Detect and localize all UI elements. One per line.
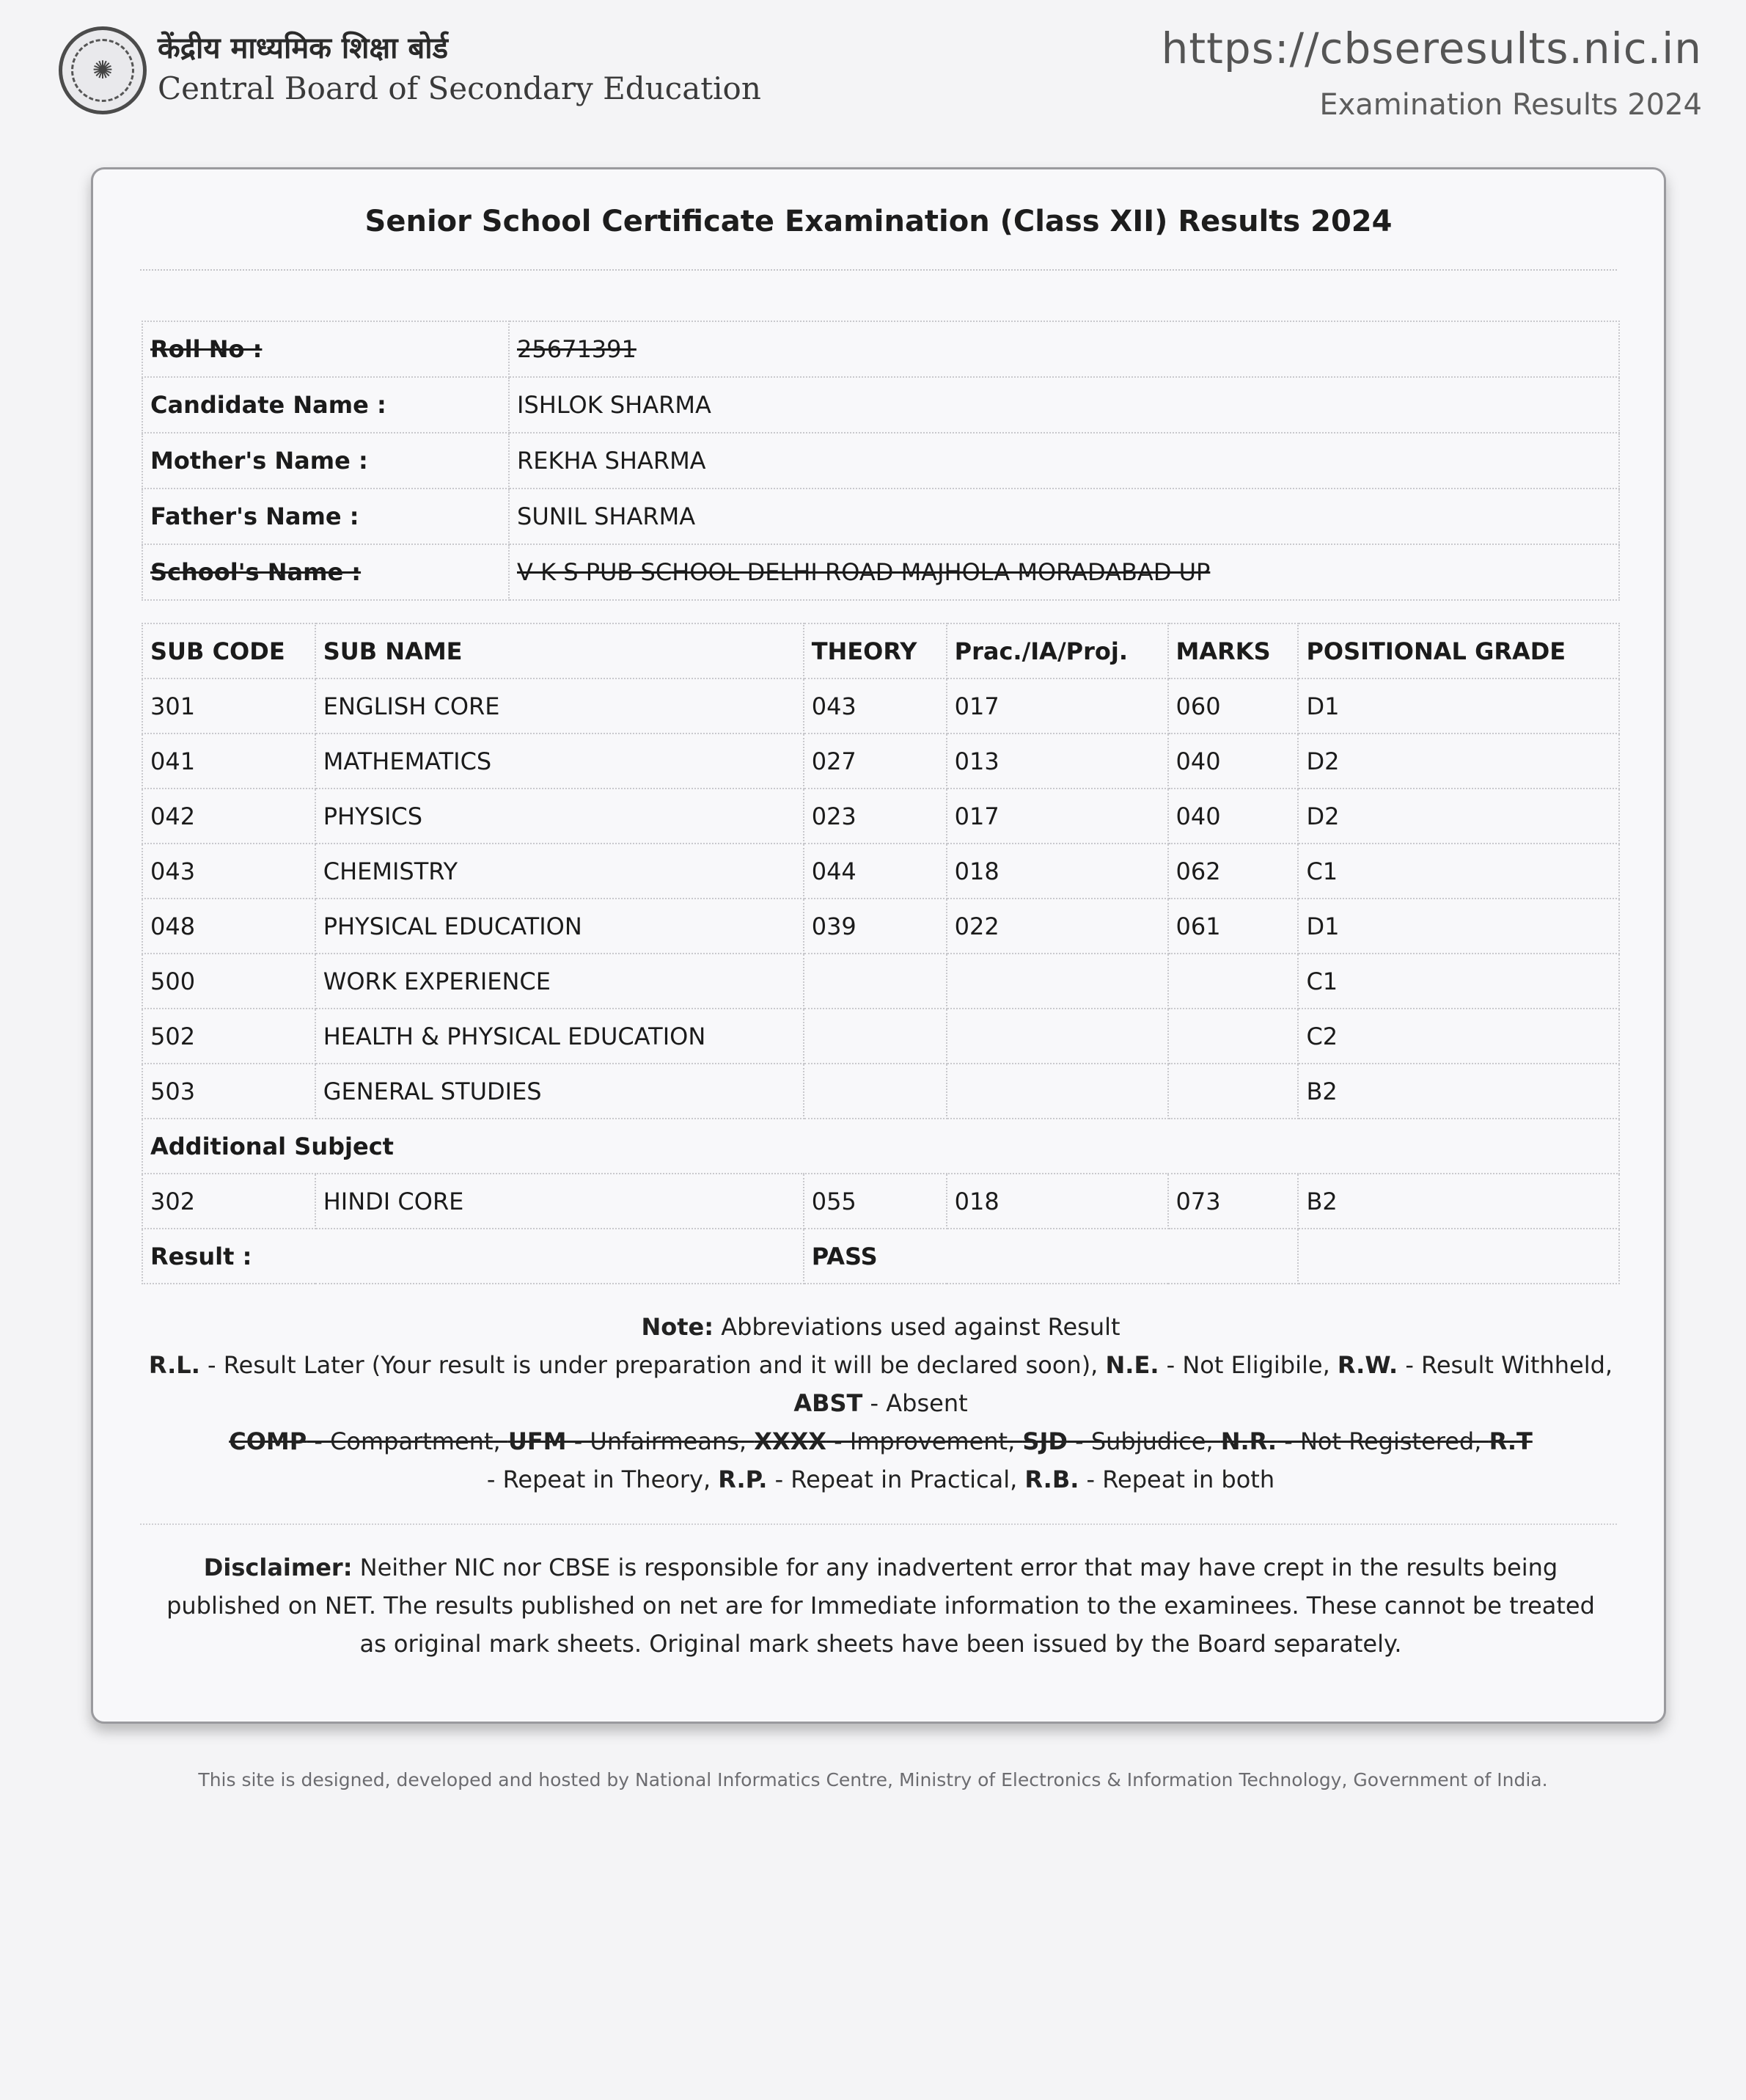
abbr-nr: N.R. [1220,1427,1277,1455]
theory-marks: 027 [804,733,947,789]
note-title: Note: [641,1313,714,1341]
total-marks: 073 [1168,1174,1299,1229]
sub-name: MATHEMATICS [315,733,804,789]
additional-subject-label: Additional Subject [142,1119,1619,1174]
org-name-hindi: केंद्रीय माध्यमिक शिक्षा बोर्ड [158,32,449,65]
sub-code: 042 [142,789,315,844]
sub-name: PHYSICS [315,789,804,844]
col-header-sub-name: SUB NAME [315,623,804,678]
col-header-theory: THEORY [804,623,947,678]
sub-code: 041 [142,733,315,789]
col-header-grade: POSITIONAL GRADE [1298,623,1619,678]
sub-name: ENGLISH CORE [315,678,804,733]
disclaimer-title: Disclaimer: [203,1554,353,1581]
school-name-value: V K S PUB SCHOOL DELHI ROAD MAJHOLA MORADABAD UP [509,544,1619,600]
table-row [142,678,1619,733]
sub-code: 500 [142,954,315,1009]
disclaimer [166,1548,1595,1663]
abbr-abst: ABST [793,1389,863,1417]
mother-name-value: REKHA SHARMA [509,433,1619,489]
mother-name-label: Mother's Name : [142,433,509,489]
total-marks [1168,1009,1299,1064]
table-row [142,789,1619,844]
abbr-ufm: UFM [507,1427,567,1455]
result-value: PASS [804,1229,1299,1284]
abbr-desc: - Not Registered, [1277,1427,1489,1455]
table-row [142,844,1619,899]
candidate-info-table [142,321,1620,601]
total-marks: 040 [1168,733,1299,789]
sub-code: 502 [142,1009,315,1064]
result-row [142,1229,1619,1284]
result-card [91,167,1666,1724]
abbr-desc: - Compartment, [307,1427,508,1455]
abbr-desc: - Repeat in Theory, [486,1466,719,1493]
abbr-desc: - Result Withheld, [1398,1351,1613,1379]
theory-marks: 055 [804,1174,947,1229]
table-header-row [142,623,1619,678]
sub-name: CHEMISTRY [315,844,804,899]
practical-marks: 018 [947,1174,1168,1229]
col-header-marks: MARKS [1168,623,1299,678]
practical-marks: 022 [947,899,1168,954]
grade: D2 [1298,733,1619,789]
abbr-desc: - Unfairmeans, [566,1427,755,1455]
school-name-label: School's Name : [142,544,509,600]
abbr-rt: R.T [1489,1427,1533,1455]
col-header-sub-code: SUB CODE [142,623,315,678]
table-row [142,1064,1619,1119]
table-row [142,1009,1619,1064]
abbreviations-note [142,1308,1620,1499]
page-footer: This site is designed, developed and hosted by National Informatics Centre, Ministry of Electronics & Information Technology, Government of India. [198,1769,1548,1790]
grade: D1 [1298,678,1619,733]
theory-marks [804,1009,947,1064]
table-row [142,954,1619,1009]
total-marks: 061 [1168,899,1299,954]
abbr-desc: - Repeat in Practical, [767,1466,1025,1493]
grade: B2 [1298,1174,1619,1229]
info-row-roll [142,321,1619,377]
divider [140,1523,1617,1525]
abbr-rw: R.W. [1337,1351,1398,1379]
abbr-xxxx: XXXX [754,1427,826,1455]
abbr-comp: COMP [229,1427,307,1455]
abbr-desc: - Repeat in both [1079,1466,1275,1493]
total-marks: 060 [1168,678,1299,733]
divider [140,269,1617,271]
site-url[interactable]: https://cbseresults.nic.in [1161,23,1702,73]
theory-marks: 044 [804,844,947,899]
grade: C1 [1298,844,1619,899]
sub-code: 048 [142,899,315,954]
sub-code: 043 [142,844,315,899]
marks-table [142,623,1620,1284]
info-row-father [142,489,1619,544]
additional-subject-header-row [142,1119,1619,1174]
info-row-school [142,544,1619,600]
sub-code: 301 [142,678,315,733]
table-row [142,733,1619,789]
total-marks [1168,954,1299,1009]
theory-marks [804,954,947,1009]
practical-marks [947,954,1168,1009]
sub-name: WORK EXPERIENCE [315,954,804,1009]
page-title: Senior School Certificate Examination (Class XII) Results 2024 [364,205,1393,238]
practical-marks: 017 [947,789,1168,844]
page-header [0,0,1746,161]
grade: B2 [1298,1064,1619,1119]
col-header-practical: Prac./IA/Proj. [947,623,1168,678]
sub-code: 302 [142,1174,315,1229]
abbr-desc: - Not Eligibile, [1159,1351,1338,1379]
practical-marks [947,1009,1168,1064]
father-name-label: Father's Name : [142,489,509,544]
father-name-value: SUNIL SHARMA [509,489,1619,544]
total-marks: 062 [1168,844,1299,899]
practical-marks: 013 [947,733,1168,789]
candidate-name-label: Candidate Name : [142,377,509,433]
sub-name: PHYSICAL EDUCATION [315,899,804,954]
abbr-desc: - Subjudice, [1067,1427,1221,1455]
abbr-rp: R.P. [718,1466,768,1493]
sub-name: HEALTH & PHYSICAL EDUCATION [315,1009,804,1064]
info-row-mother [142,433,1619,489]
roll-no-value: 25671391 [509,321,1619,377]
grade: C1 [1298,954,1619,1009]
table-row [142,899,1619,954]
abbr-rl: R.L. [148,1351,200,1379]
info-row-candidate [142,377,1619,433]
theory-marks: 043 [804,678,947,733]
theory-marks: 039 [804,899,947,954]
practical-marks: 017 [947,678,1168,733]
grade: D1 [1298,899,1619,954]
sub-name: HINDI CORE [315,1174,804,1229]
header-subtitle: Examination Results 2024 [1319,88,1702,122]
abbr-rb: R.B. [1024,1466,1079,1493]
grade: D2 [1298,789,1619,844]
result-label: Result : [142,1229,804,1284]
roll-no-label: Roll No : [142,321,509,377]
abbr-sjd: SJD [1022,1427,1068,1455]
abbr-ne: N.E. [1105,1351,1159,1379]
theory-marks [804,1064,947,1119]
grade: C2 [1298,1009,1619,1064]
disclaimer-text: Neither NIC nor CBSE is responsible for any inadvertent error that may have crept in the results being published on NET. The results published on net are for Immediate information to the examinees. These cannot be treated as original mark sheets. Original mark sheets have been issued by the Board separately. [166,1554,1595,1658]
candidate-name-value: ISHLOK SHARMA [509,377,1619,433]
theory-marks: 023 [804,789,947,844]
sub-name: GENERAL STUDIES [315,1064,804,1119]
note-subtitle: Abbreviations used against Result [714,1313,1120,1341]
abbr-desc: - Result Later (Your result is under preparation and it will be declared soon), [199,1351,1106,1379]
abbr-desc: - Improvement, [826,1427,1023,1455]
total-marks: 040 [1168,789,1299,844]
org-name-english: Central Board of Secondary Education [158,70,761,106]
practical-marks [947,1064,1168,1119]
cbse-emblem-icon: ✺ [59,26,147,114]
sub-code: 503 [142,1064,315,1119]
abbr-desc: - Absent [862,1389,968,1417]
total-marks [1168,1064,1299,1119]
practical-marks: 018 [947,844,1168,899]
table-row [142,1174,1619,1229]
